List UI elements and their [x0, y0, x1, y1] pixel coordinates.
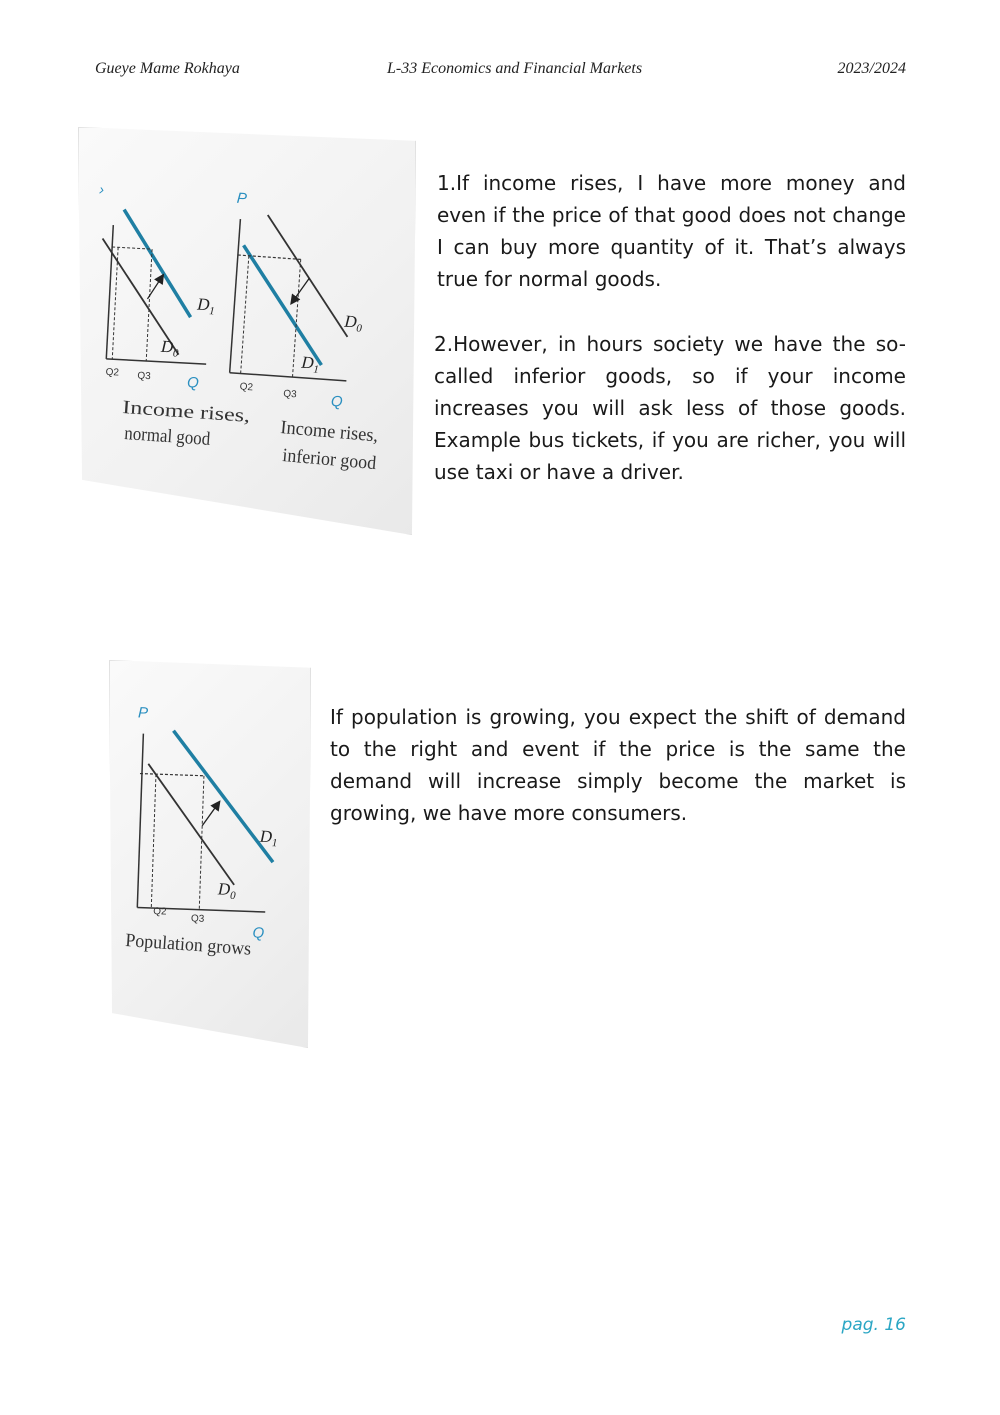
left-d1-curve — [119, 210, 196, 318]
pop-caption: Population grows — [124, 930, 260, 961]
right-q2-guide — [241, 256, 249, 374]
population-graph — [130, 704, 282, 942]
pop-p-axis-label: P — [137, 704, 149, 722]
right-tick-q2: Q2 — [239, 381, 254, 394]
header-author: Gueye Mame Rokhaya — [95, 60, 240, 77]
right-y-axis — [230, 219, 241, 373]
right-tick-q3: Q3 — [282, 388, 297, 401]
income-figure — [78, 127, 416, 535]
left-tick-q2: Q2 — [105, 366, 120, 379]
left-caption-line2: normal good — [123, 423, 222, 451]
left-tick-q3: Q3 — [137, 370, 152, 383]
right-p-axis-label: P — [236, 189, 248, 208]
right-d1-label: $D_1$ — [300, 352, 320, 376]
income-graphs-svg — [78, 127, 416, 535]
pop-d1-label: $D_1$ — [259, 826, 278, 850]
paragraph-population: If population is growing, you expect the shift of demand to the right and event if the price is the same the demand will increase simply become the market is growing, we have more consumers. — [330, 705, 906, 825]
pop-tick-q3: Q3 — [190, 913, 205, 925]
right-d0-curve — [260, 215, 356, 337]
pop-tick-q2: Q2 — [152, 906, 167, 918]
inferior-good-graph — [223, 190, 372, 412]
pop-d0-curve — [144, 764, 238, 885]
left-shift-arrow — [147, 275, 162, 300]
population-graph-svg — [109, 660, 311, 1048]
right-x-axis — [230, 373, 347, 381]
right-q3-guide — [293, 259, 301, 377]
left-d1-label: $D_1$ — [196, 294, 215, 318]
right-price-guide — [238, 255, 301, 259]
page-number: pag. 16 — [841, 1315, 906, 1335]
pop-q2-guide — [151, 774, 156, 908]
page-header — [95, 60, 906, 82]
pop-d0-label: $D_0$ — [217, 879, 236, 902]
right-shift-arrow — [292, 277, 310, 304]
right-d1-curve — [236, 245, 330, 365]
pop-y-axis — [137, 734, 143, 908]
right-caption-line1: Income rises, — [279, 417, 383, 447]
left-d0-label: $D_0$ — [160, 336, 179, 360]
left-x-axis — [106, 359, 206, 364]
header-year: 2023/2024 — [837, 60, 906, 77]
pop-price-guide — [140, 774, 204, 776]
normal-good-graph — [89, 181, 221, 392]
left-caption-line1: Income rises, — [121, 397, 225, 426]
paragraph-inferior-goods: 2.However, in hours society we have the so-called inferior goods, so if your income increases you will ask less of those goods. Example bus tickets, if you are richer, you will use taxi or have a driver. — [434, 332, 906, 484]
left-p-axis-label: › — [98, 181, 105, 199]
right-q-axis-label: Q — [330, 392, 344, 411]
pop-q-axis-label: Q — [252, 924, 265, 942]
pop-shift-arrow — [202, 802, 219, 827]
left-q-axis-label: Q — [186, 374, 200, 392]
left-q2-guide — [112, 247, 118, 359]
right-d0-label: $D_0$ — [343, 311, 363, 335]
right-caption-line2: inferior good — [281, 445, 383, 475]
paragraph-normal-goods: 1.If income rises, I have more money and even if the price of that good does not change I can buy more quantity of it. That’s always true for normal goods. — [437, 171, 906, 291]
header-course: L-33 Economics and Financial Markets — [387, 60, 643, 77]
population-figure — [109, 660, 311, 1048]
